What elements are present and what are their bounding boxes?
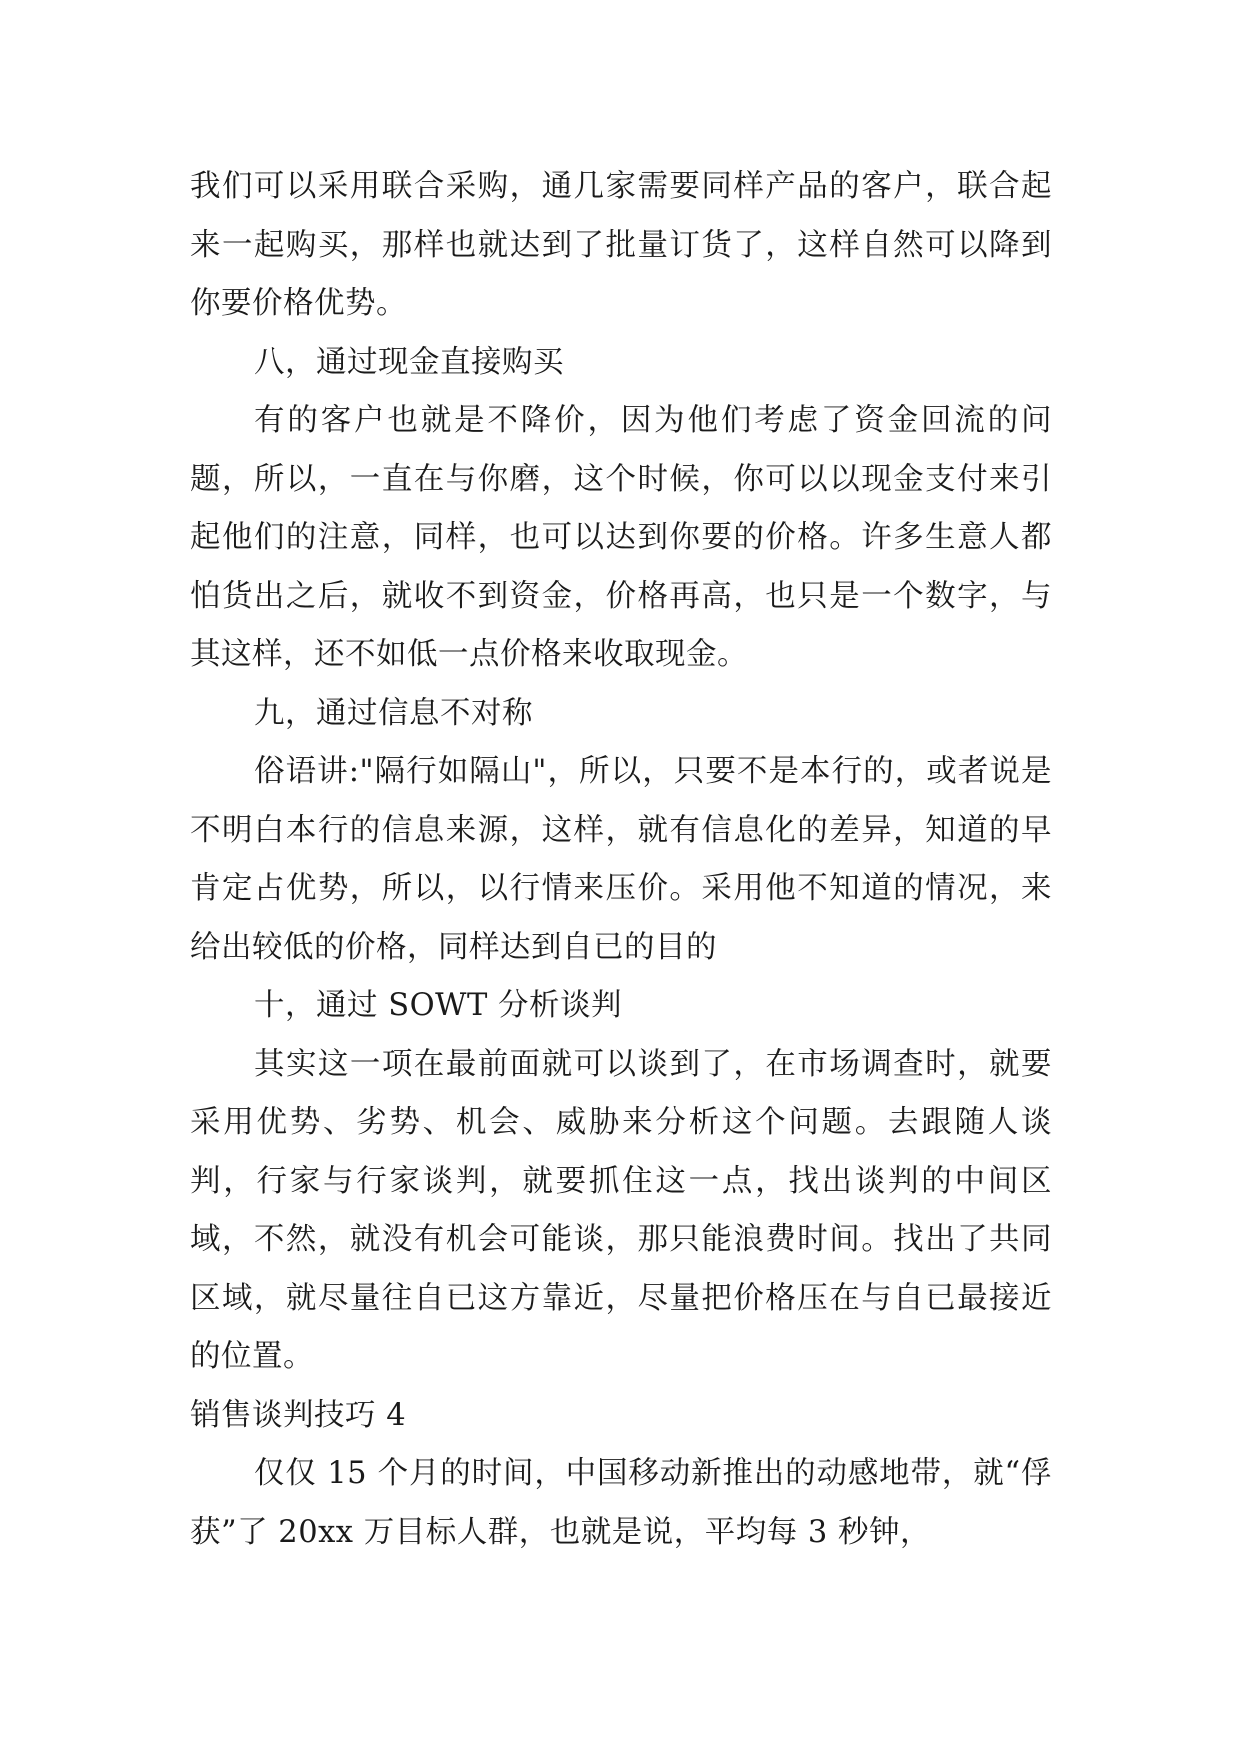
section-title-sales-negotiation-4: 销售谈判技巧 4 bbox=[190, 1397, 407, 1433]
paragraph-china-mobile: 仅仅 15 个月的时间，中国移动新推出的动感地带，就“俘获”了 20xx 万目标人群，也就是说，平均每 3 秒钟， bbox=[190, 1456, 1052, 1550]
heading-info-asymmetry: 九，通过信息不对称 bbox=[254, 695, 533, 731]
paragraph-cash-purchase: 有的客户也就是不降价，因为他们考虑了资金回流的问题，所以，一直在与你磨，这个时候，你可以以现金支付来引起他们的注意，同样，也可以达到你要的价格。许多生意人都怕货出之后，就收不到资金，价格再高，也只是一个数字，与其这样，还不如低一点价格来收取现金。 bbox=[190, 403, 1052, 672]
paragraph-joint-purchase: 我们可以采用联合采购，通几家需要同样产品的客户，联合起来一起购买，那样也就达到了批量订货了，这样自然可以降到你要价格优势。 bbox=[190, 169, 1052, 321]
heading-sowt-analysis: 十，通过 SOWT 分析谈判 bbox=[254, 988, 622, 1023]
paragraph-sowt-analysis: 其实这一项在最前面就可以谈到了，在市场调查时，就要采用优势、劣势、机会、威胁来分析这个问题。去跟随人谈判，行家与行家谈判，就要抓住这一点，找出谈判的中间区域，不然，就没有机会可能谈，那只能浪费时间。找出了共同区域，就尽量往自已这方靠近，尽量把价格压在与自已最接近的位置。 bbox=[190, 1046, 1052, 1374]
heading-cash-purchase: 八，通过现金直接购买 bbox=[254, 344, 564, 380]
document-body bbox=[190, 158, 1052, 1562]
paragraph-info-asymmetry: 俗语讲:"隔行如隔山"，所以，只要不是本行的，或者说是不明白本行的信息来源，这样，就有信息化的差异，知道的早肯定占优势，所以，以行情来压价。采用他不知道的情况，来给出较低的价格，同样达到自已的目的 bbox=[190, 754, 1052, 965]
